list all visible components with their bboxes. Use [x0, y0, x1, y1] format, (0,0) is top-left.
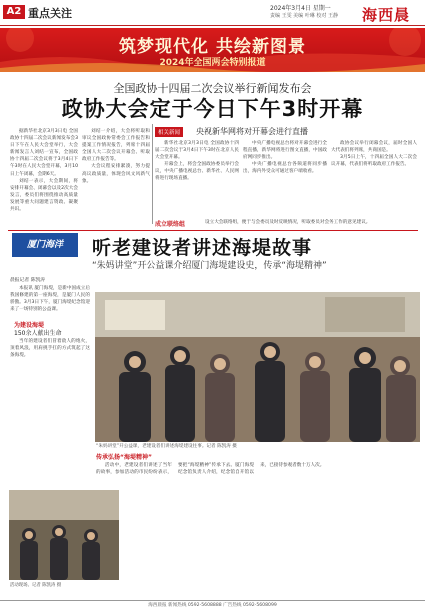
story2-subhead-1: 为建设海堤	[14, 322, 45, 329]
xiamen-ocean-logo	[12, 233, 78, 257]
related-paragraph: 中央广播电视总台将对开幕会进行全程直播，新华网将进行图文直播，中国政府网同步推出。	[243, 141, 327, 161]
related-column-1	[155, 140, 239, 218]
story2-byline: 晨报记者 陈凯涛	[10, 278, 46, 283]
story2-paragraph: 本报讯 厦门海堤，是新中国成立后我国修建的第一座海堤，是厦门人民的骄傲。3月3日下午，厦门海堤纪念馆迎来了一场特别的公益课。	[10, 286, 90, 313]
story2-deck: “朱妈讲堂”开公益课介绍厦门海堤建设史，传承“海堤精神”	[92, 261, 327, 271]
scene-photo	[9, 490, 119, 580]
section-title: 重点关注	[28, 7, 72, 20]
xiamen-ocean-logo-text: 厦门海洋	[26, 240, 63, 250]
related-news-subhead: 央视新华网将对开幕会进行直播	[196, 127, 308, 136]
liaison-group-subhead: 成立联络组	[155, 221, 186, 228]
story2-column-2	[10, 338, 90, 488]
section-divider	[8, 230, 418, 231]
related-paragraph: 中央广播电视总台各频道将同步播出，海内外受众可通过客户端收看。	[243, 162, 327, 175]
lead-paragraph: 刘结一介绍，大会将听取和审议全国政协常委会工作报告和提案工作情况报告，列席十四届全国人大二次会议开幕会、听取政府工作报告等。	[82, 129, 150, 163]
newspaper-logo: 海西晨	[362, 6, 411, 24]
story2-secondary-photo	[9, 490, 119, 580]
related-paragraph: 3月5日上午，十四届全国人大二次会议开幕，代表们将听取政府工作报告。	[331, 155, 417, 168]
issue-date: 2024年3月4日 星期一	[270, 5, 331, 12]
lead-paragraph: 大会议程安排紧凑，努力提高议政质量，体现会风文风新气象。	[82, 164, 150, 184]
issue-editors: 责编 王雯 美编 叶琳 校对 王静	[270, 13, 338, 19]
story2-paragraph: 当年的建设者们冒着敌人的炮火，顶着风浪，用肩挑手扛的方式筑起了这条海堤。	[10, 339, 90, 359]
lead-column-2	[82, 128, 150, 228]
event-photo	[95, 292, 420, 442]
masthead	[0, 0, 425, 26]
special-report-banner	[0, 28, 425, 72]
page-number-badge: A2	[3, 5, 25, 19]
banner-subtitle: 2024年全国两会特别报道	[159, 58, 266, 68]
related-column-2	[243, 140, 327, 218]
lead-headline: 政协大会定于今日下午3时开幕	[61, 97, 364, 121]
liaison-group-text	[196, 219, 416, 229]
related-news-tag: 相关新闻	[155, 127, 183, 137]
related-paragraph: 开幕会上，将会全国政协委员举行会议，中央广播电视总台、新华社、人民网将进行现场直播。	[155, 162, 239, 182]
related-paragraph: 政协会议举行闭幕会议，届时全国人大代表们将列席，共商国是。	[331, 141, 417, 154]
page-footer: 海西晨报 新闻热线 0592-5608888 广告热线 0592-5608099	[0, 600, 425, 611]
story2-lead-column	[10, 285, 90, 317]
story2-secondary-caption: 活动现场。记者 陈凯涛 摄	[10, 583, 62, 588]
lead-paragraph: 刘结一表示，大会期间，将安排开幕会、闭幕会以及2次大会发言，委员们将围绕推动高质量发展等重大问题建言资政、凝聚共识。	[10, 178, 78, 213]
story2-headline: 听老建设者讲述海堤故事	[92, 237, 313, 259]
story2-photo-caption: “朱妈讲堂”开公益课，老建设者们讲述海堤建设往事。记者 陈凯涛 摄	[96, 444, 237, 449]
story2-subhead-1b: 150余人献出生命	[14, 330, 62, 337]
story2-main-photo	[95, 292, 420, 442]
banner-title: 筑梦现代化 共绘新图景	[119, 37, 306, 57]
related-column-3	[331, 140, 417, 218]
related-paragraph: 新华社北京3月3日电 全国政协十四届二次会议于3月4日下午3时在北京人民大会堂开幕。	[155, 141, 239, 161]
story2-paragraph: 活动中，老建设者们讲述了当年的故事，参加活动的市民纷纷表示，要把“海堤精神”传承下去。厦门海堤纪念馆负责人介绍，纪念馆自开馆以来，已接待参观者数十万人次。	[96, 463, 325, 476]
lead-paragraph: 据新华社北京3月3日电 全国政协十四届二次会议新闻发布会3日下午在人民大会堂举行，大会新闻发言人刘结一宣布，全国政协十四届二次会议将于3月4日下午3时在人民大会堂开幕，3月10日上午闭幕，会期6天。	[10, 129, 78, 177]
lead-column-1	[10, 128, 78, 228]
lead-kicker: 全国政协十四届二次会议举行新闻发布会	[113, 82, 312, 95]
story2-subhead-2: 传承弘扬“海堤精神”	[96, 454, 152, 461]
story2-body-columns	[96, 462, 418, 598]
column-divider	[152, 124, 153, 224]
liaison-paragraph: 设立大会联络组，便于与会委员及时反映情况，听取委员对会务工作的意见建议。	[205, 220, 371, 225]
